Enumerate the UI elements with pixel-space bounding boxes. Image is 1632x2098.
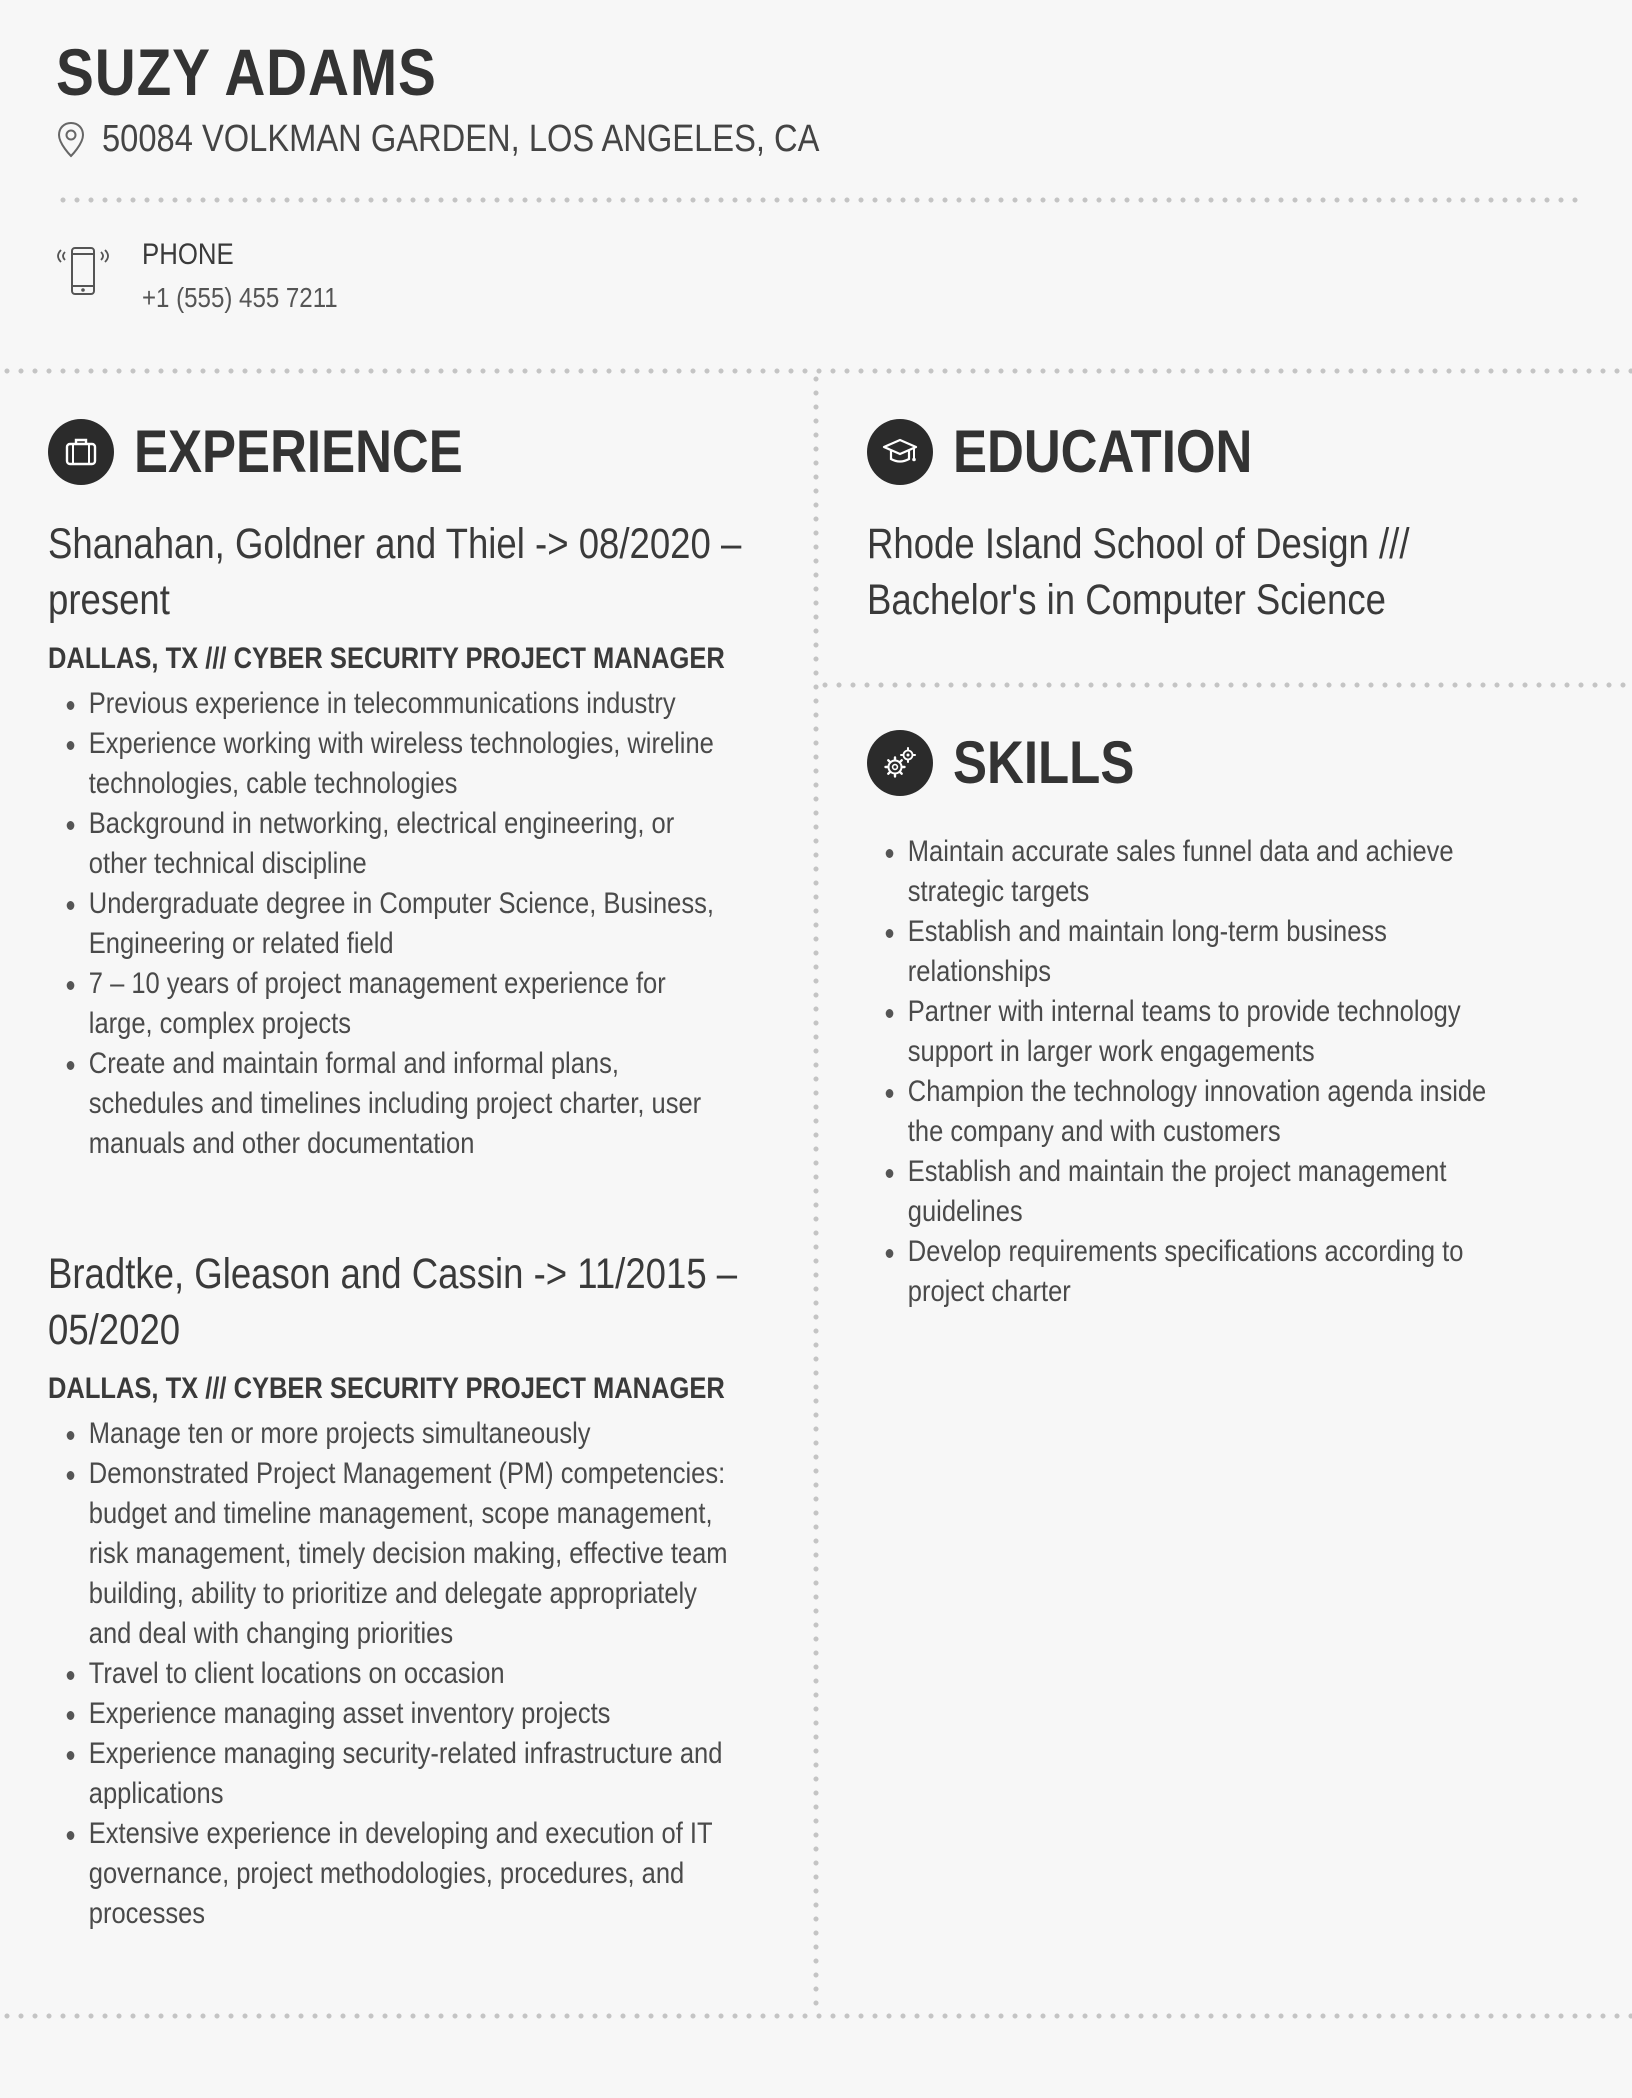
skills-list xyxy=(867,832,1522,1312)
list-item: Champion the technology innovation agenda inside the company and with customers xyxy=(867,1072,1522,1152)
skills-title: SKILLS xyxy=(953,729,1135,796)
list-item: Experience working with wireless technologies, wireline technologies, cable technologies xyxy=(48,724,737,804)
job-bullets xyxy=(48,684,737,1164)
skills-heading xyxy=(867,728,1166,797)
job-bullets xyxy=(48,1414,737,1934)
job-heading: Bradtke, Gleason and Cassin -> 11/2015 – 05/2020 xyxy=(48,1250,738,1354)
experience-title: EXPERIENCE xyxy=(134,418,463,485)
phone-label: PHONE xyxy=(142,238,234,271)
address: 50084 VOLKMAN GARDEN, LOS ANGELES, CA xyxy=(102,118,820,160)
list-item: Experience managing security-related infrastructure and applications xyxy=(48,1734,737,1814)
list-item: Establish and maintain long-term business relationships xyxy=(867,912,1522,992)
job-location-role: DALLAS, TX /// CYBER SECURITY PROJECT MANAGER xyxy=(48,642,725,675)
list-item: Undergraduate degree in Computer Science, Business, Engineering or related field xyxy=(48,884,737,964)
list-item: Partner with internal teams to provide technology support in larger work engagements xyxy=(867,992,1522,1072)
list-item: Background in networking, electrical engineering, or other technical discipline xyxy=(48,804,737,884)
education-entry xyxy=(867,516,1627,628)
list-item: 7 – 10 years of project management experience for large, complex projects xyxy=(48,964,737,1044)
phone-number: +1 (555) 455 7211 xyxy=(142,282,338,313)
education-skills-divider xyxy=(818,682,1632,688)
job-heading: Shanahan, Goldner and Thiel -> 08/2020 – present xyxy=(48,520,742,624)
header-divider xyxy=(56,197,1580,203)
address-row xyxy=(56,118,936,161)
skills-list-block xyxy=(867,832,1632,1312)
education-degree: Rhode Island School of Design /// Bachelor's in Computer Science xyxy=(867,520,1410,624)
candidate-name: SUZY ADAMS xyxy=(56,35,437,109)
list-item: Create and maintain formal and informal plans, schedules and timelines including project charter, user manuals and other documentation xyxy=(48,1044,737,1164)
list-item: Travel to client locations on occasion xyxy=(48,1654,737,1694)
mobile-phone-icon xyxy=(54,244,112,302)
phone-block xyxy=(54,238,370,314)
briefcase-icon xyxy=(62,433,100,471)
job-location-role: DALLAS, TX /// CYBER SECURITY PROJECT MANAGER xyxy=(48,1372,725,1405)
education-heading xyxy=(867,417,1305,486)
experience-heading xyxy=(48,417,521,486)
list-item: Experience managing asset inventory projects xyxy=(48,1694,737,1734)
experience-job-2 xyxy=(48,1246,928,1934)
location-pin-icon xyxy=(56,121,86,159)
list-item: Develop requirements specifications according to project charter xyxy=(867,1232,1522,1312)
list-item: Previous experience in telecommunications industry xyxy=(48,684,737,724)
list-item: Extensive experience in developing and execution of IT governance, project methodologies, procedures, and processes xyxy=(48,1814,737,1934)
list-item: Manage ten or more projects simultaneously xyxy=(48,1414,737,1454)
education-title: EDUCATION xyxy=(953,418,1253,485)
graduation-cap-icon xyxy=(881,433,919,471)
section-divider-bottom xyxy=(0,2013,1632,2019)
gears-icon xyxy=(881,744,919,782)
list-item: Maintain accurate sales funnel data and achieve strategic targets xyxy=(867,832,1522,912)
list-item: Demonstrated Project Management (PM) competencies: budget and timeline management, scope management, risk management, timely decision making, effective team building, ability to prioritize and delegate appropriately and deal with changing priorities xyxy=(48,1454,737,1654)
experience-job-1 xyxy=(48,516,928,1164)
list-item: Establish and maintain the project management guidelines xyxy=(867,1152,1522,1232)
